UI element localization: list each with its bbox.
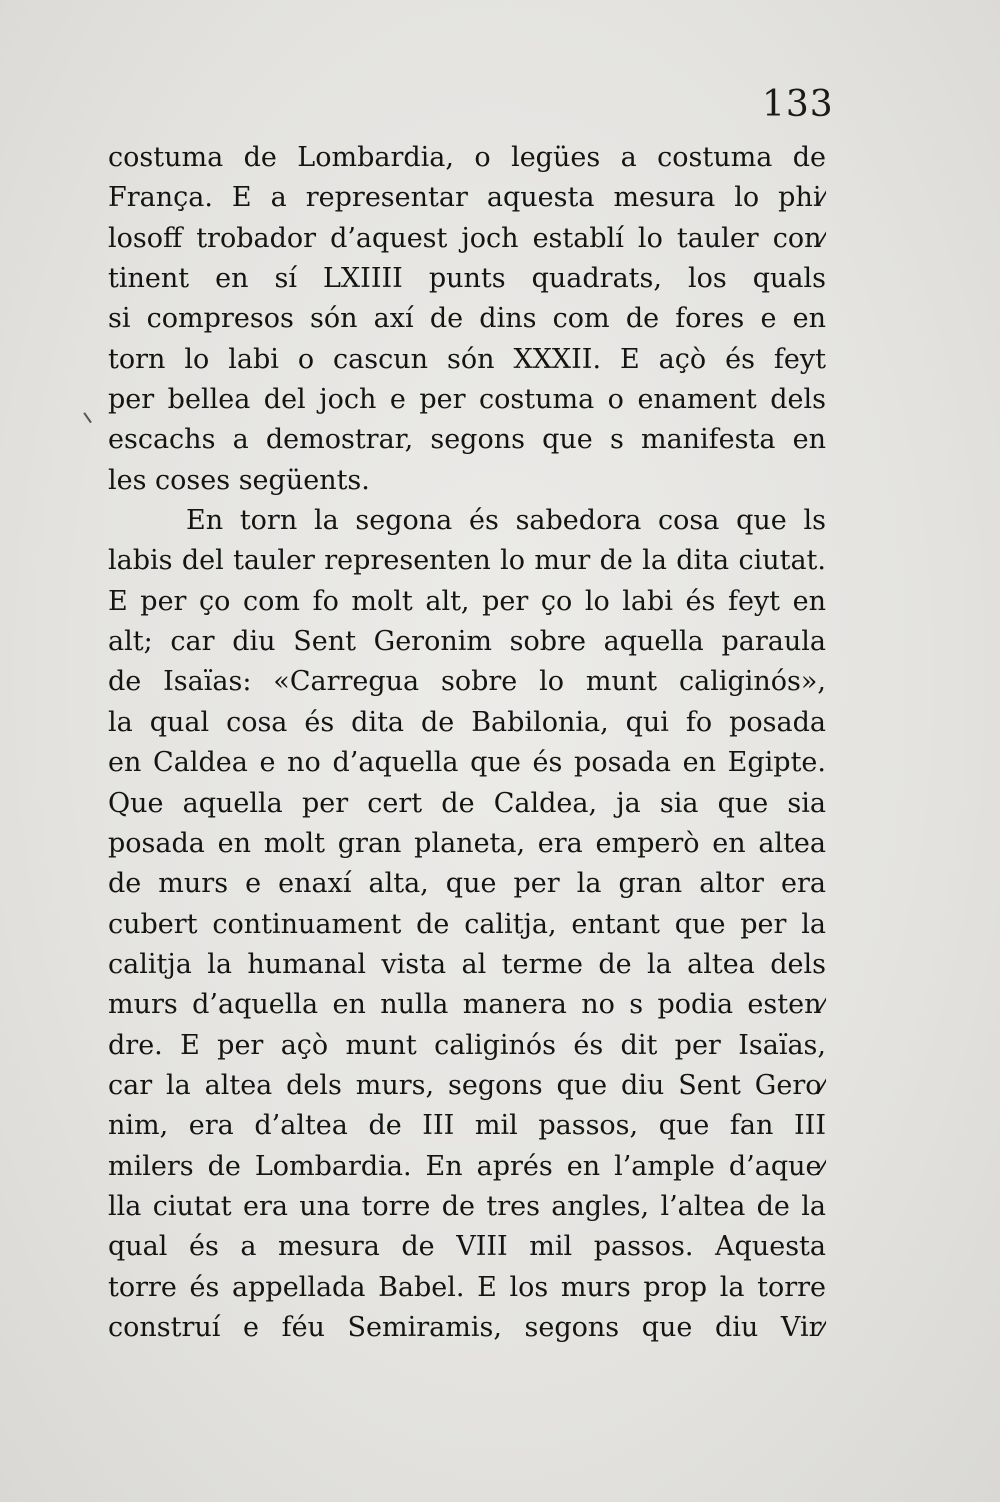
text-line: construí e féu Semiramis, segons que diu Vir⁄ bbox=[108, 1311, 826, 1343]
text-line: alt; car diu Sent Geronim sobre aquella paraula bbox=[108, 626, 826, 658]
margin-mark bbox=[83, 409, 96, 423]
text-line: de Isaïas: «Carregua sobre lo munt caliginós», bbox=[108, 666, 826, 698]
text-line: posada en molt gran planeta, era emperò en altea bbox=[108, 827, 826, 859]
text-line: escachs a demostrar, segons que s manifesta en bbox=[108, 424, 826, 456]
text-line: Que aquella per cert de Caldea, ja sia que sia bbox=[108, 787, 826, 819]
text-line: lla ciutat era una torre de tres angles, l’altea de la bbox=[108, 1190, 826, 1222]
text-line: les coses següents. bbox=[108, 464, 370, 496]
text-line: murs d’aquella en nulla manera no s podia esten⁄ bbox=[108, 989, 826, 1021]
text-line: de murs e enaxí alta, que per la gran altor era bbox=[108, 868, 826, 900]
text-line: labis del tauler representen lo mur de la dita ciutat. bbox=[108, 545, 826, 577]
text-line: qual és a mesura de VIII mil passos. Aquesta bbox=[108, 1231, 826, 1263]
page-number: 133 bbox=[762, 84, 834, 125]
text-line: nim, era d’altea de III mil passos, que fan III bbox=[108, 1110, 826, 1142]
text-line: la qual cosa és dita de Babilonia, qui fo posada bbox=[108, 706, 826, 738]
text-line: per bellea del joch e per costuma o enament dels bbox=[108, 384, 826, 416]
text-line: costuma de Lombardia, o legües a costuma de bbox=[108, 142, 826, 173]
text-line: losoff trobador d’aquest joch establí lo tauler con⁄ bbox=[108, 222, 826, 254]
text-line: dre. E per açò munt caliginós és dit per Isaïas, bbox=[108, 1029, 826, 1061]
text-line: E per ço com fo molt alt, per ço lo labi és feyt en bbox=[108, 585, 826, 617]
text-line: car la altea dels murs, segons que diu Sent Gero⁄ bbox=[108, 1069, 826, 1101]
text-line: torre és appellada Babel. E los murs prop la torre bbox=[108, 1271, 826, 1303]
text-line: cubert continuament de calitja, entant que per la bbox=[108, 908, 826, 940]
text-line: milers de Lombardia. En aprés en l’ample d’aque⁄ bbox=[108, 1150, 826, 1182]
body-text bbox=[108, 138, 826, 1348]
text-line: calitja la humanal vista al terme de la altea dels bbox=[108, 948, 826, 980]
text-line: França. E a representar aquesta mesura lo phi⁄ bbox=[108, 182, 826, 214]
text-line: en Caldea e no d’aquella que és posada en Egipte. bbox=[108, 747, 826, 779]
paragraph-first-line: En torn la segona és sabedora cosa que ls bbox=[186, 505, 826, 537]
text-line: tinent en sí LXIIII punts quadrats, los quals bbox=[108, 263, 826, 295]
text-line: torn lo labi o cascun són XXXII. E açò és feyt bbox=[108, 343, 826, 375]
text-line: si compresos són axí de dins com de fores e en bbox=[108, 303, 826, 335]
